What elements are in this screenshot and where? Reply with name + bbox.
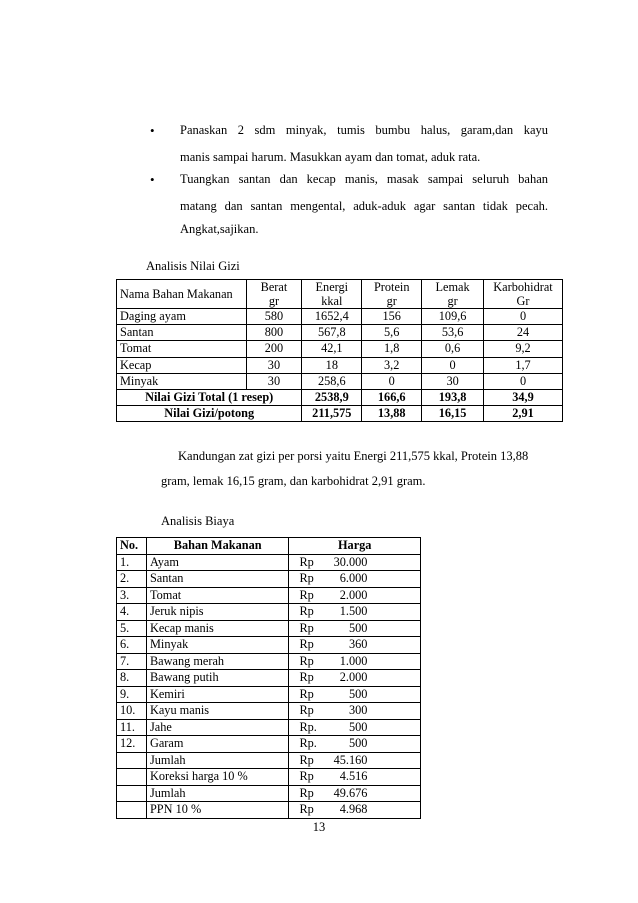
biaya-heading: Analisis Biaya: [161, 514, 235, 528]
currency-label: Rp: [299, 802, 314, 816]
cell-bahan: Minyak: [146, 637, 288, 654]
table-row: [117, 373, 563, 389]
header-bahan: Bahan Makanan: [146, 538, 288, 555]
cell-harga: [289, 752, 421, 769]
header-no: No.: [117, 538, 147, 555]
cell-no: [117, 752, 147, 769]
cell-no: 5.: [117, 620, 147, 637]
cell-bahan: PPN 10 %: [146, 802, 288, 819]
cell-bahan: Bawang putih: [146, 670, 288, 687]
bullet-2-continuation-2: Angkat,sajikan.: [180, 222, 259, 236]
cell-bahan: Koreksi harga 10 %: [146, 769, 288, 786]
bullet-symbol: •: [150, 172, 155, 187]
cell-no: 7.: [117, 653, 147, 670]
cell-karbohidrat: 1,7: [484, 357, 563, 373]
amount: 4.516: [339, 769, 368, 783]
cell-bahan: Tomat: [146, 587, 288, 604]
currency-label: Rp: [299, 554, 314, 569]
amount: 2.000: [339, 587, 368, 602]
cell-bahan: Santan: [146, 571, 288, 588]
cell-energi: 1652,4: [302, 309, 362, 325]
cell-no: 1.: [117, 554, 147, 571]
currency-label: Rp: [299, 604, 314, 618]
cell-harga: [289, 587, 421, 604]
cell-no: 3.: [117, 587, 147, 604]
cell-bahan: Kemiri: [146, 686, 288, 703]
total-protein: 166,6: [362, 390, 422, 406]
cell-karbohidrat: 0: [484, 373, 563, 389]
amount: 500: [348, 719, 368, 734]
per-portion-row: [117, 406, 563, 422]
cell-protein: 3,2: [362, 357, 422, 373]
total-karbohidrat: 34,9: [484, 390, 563, 406]
currency-label: Rp: [299, 670, 314, 684]
cell-energi: 567,8: [302, 325, 362, 341]
cell-protein: 1,8: [362, 341, 422, 357]
cell-berat: 30: [246, 357, 302, 373]
cell-berat: 200: [246, 341, 302, 357]
nutrition-header-row: [117, 280, 563, 309]
table-row: [117, 620, 421, 637]
cell-karbohidrat: 9,2: [484, 341, 563, 357]
amount: 1.500: [339, 604, 368, 618]
cell-bahan: Jumlah: [146, 752, 288, 769]
cell-harga: [289, 769, 421, 786]
cell-protein: 0: [362, 373, 422, 389]
total-row: [117, 390, 563, 406]
currency-label: Rp.: [299, 719, 317, 734]
table-row: [117, 587, 421, 604]
total-energi: 2538,9: [302, 390, 362, 406]
bullet-symbol: •: [150, 123, 155, 138]
bullet-item-1: [150, 123, 548, 141]
header-berat: Berat gr: [246, 280, 302, 309]
cell-no: 8.: [117, 670, 147, 687]
amount: 45.160: [333, 752, 368, 767]
cell-karbohidrat: 24: [484, 325, 563, 341]
page-number: 13: [312, 820, 326, 834]
cell-no: [117, 802, 147, 819]
cell-no: 6.: [117, 637, 147, 654]
cell-berat: 30: [246, 373, 302, 389]
cell-bahan: Bawang merah: [146, 653, 288, 670]
cell-energi: 258,6: [302, 373, 362, 389]
cell-lemak: 53,6: [422, 325, 484, 341]
header-energi: Energi kkal: [302, 280, 362, 309]
currency-label: Rp: [299, 587, 314, 602]
cell-harga: [289, 802, 421, 819]
cell-bahan: Daging ayam: [117, 309, 247, 325]
amount: 360: [348, 637, 368, 651]
cell-berat: 580: [246, 309, 302, 325]
cell-bahan: Kecap: [117, 357, 247, 373]
cell-harga: [289, 637, 421, 654]
cell-harga: [289, 736, 421, 753]
amount: 49.676: [333, 785, 368, 800]
table-row: [117, 703, 421, 720]
cell-harga: [289, 653, 421, 670]
cell-berat: 800: [246, 325, 302, 341]
currency-label: Rp: [299, 620, 314, 635]
total-lemak: 193,8: [422, 390, 484, 406]
currency-label: Rp: [299, 571, 314, 585]
table-row: [117, 325, 563, 341]
cell-no: 11.: [117, 719, 147, 736]
amount: 1.000: [339, 653, 368, 668]
amount: 300: [348, 703, 368, 717]
amount: 4.968: [339, 802, 368, 816]
cell-energi: 42,1: [302, 341, 362, 357]
header-lemak: Lemak gr: [422, 280, 484, 309]
amount: 500: [348, 686, 368, 701]
cell-bahan: Minyak: [117, 373, 247, 389]
bullet-item-2: [150, 172, 548, 190]
header-karbohidrat: Karbohidrat Gr: [484, 280, 563, 309]
cell-bahan: Kecap manis: [146, 620, 288, 637]
table-row: [117, 653, 421, 670]
currency-label: Rp: [299, 769, 314, 783]
header-harga: Harga: [289, 538, 421, 555]
bullet-2-line-1: Tuangkan santan dan kecap manis, masak sampai seluruh bahan: [180, 172, 548, 186]
table-row: [117, 554, 421, 571]
kandungan-line-1: Kandungan zat gizi per porsi yaitu Energi 211,575 kkal, Protein 13,88: [178, 449, 529, 463]
cell-bahan: Ayam: [146, 554, 288, 571]
gizi-heading: Analisis Nilai Gizi: [146, 259, 240, 273]
cell-lemak: 0,6: [422, 341, 484, 357]
bullet-1-continuation: manis sampai harum. Masukkan ayam dan tomat, aduk rata.: [180, 150, 481, 164]
cell-no: 4.: [117, 604, 147, 621]
portion-lemak: 16,15: [422, 406, 484, 422]
cost-header-row: [117, 538, 421, 555]
cell-no: [117, 769, 147, 786]
cell-bahan: Tomat: [117, 341, 247, 357]
amount: 30.000: [333, 554, 368, 569]
cell-no: 10.: [117, 703, 147, 720]
cell-karbohidrat: 0: [484, 309, 563, 325]
header-protein: Protein gr: [362, 280, 422, 309]
cell-no: 12.: [117, 736, 147, 753]
currency-label: Rp: [299, 686, 314, 701]
cell-bahan: Garam: [146, 736, 288, 753]
table-row: [117, 670, 421, 687]
cell-protein: 156: [362, 309, 422, 325]
table-row: [117, 357, 563, 373]
currency-label: Rp: [299, 637, 314, 651]
cell-bahan: Jeruk nipis: [146, 604, 288, 621]
table-row: [117, 802, 421, 819]
table-row: [117, 752, 421, 769]
cell-lemak: 109,6: [422, 309, 484, 325]
amount: 500: [348, 620, 368, 635]
currency-label: Rp.: [299, 736, 317, 750]
currency-label: Rp: [299, 703, 314, 717]
table-row: [117, 686, 421, 703]
header-nama: Nama Bahan Makanan: [117, 280, 247, 309]
cell-bahan: Kayu manis: [146, 703, 288, 720]
cell-harga: [289, 670, 421, 687]
table-row: [117, 309, 563, 325]
cell-lemak: 0: [422, 357, 484, 373]
bullet-1-line-1: Panaskan 2 sdm minyak, tumis bumbu halus, garam,dan kayu: [180, 123, 548, 137]
table-row: [117, 341, 563, 357]
cell-harga: [289, 620, 421, 637]
table-row: [117, 604, 421, 621]
cell-harga: [289, 719, 421, 736]
table-row: [117, 785, 421, 802]
amount: 6.000: [339, 571, 368, 585]
total-label: Nilai Gizi Total (1 resep): [117, 390, 302, 406]
cell-harga: [289, 554, 421, 571]
table-row: [117, 769, 421, 786]
cell-harga: [289, 703, 421, 720]
cell-lemak: 30: [422, 373, 484, 389]
cell-protein: 5,6: [362, 325, 422, 341]
portion-karbohidrat: 2,91: [484, 406, 563, 422]
cell-no: 2.: [117, 571, 147, 588]
cell-no: [117, 785, 147, 802]
portion-protein: 13,88: [362, 406, 422, 422]
bullet-2-continuation-1: matang dan santan mengental, aduk-aduk agar santan tidak pecah.: [180, 199, 548, 213]
table-row: [117, 571, 421, 588]
currency-label: Rp: [299, 752, 314, 767]
portion-energi: 211,575: [302, 406, 362, 422]
cost-table: [116, 537, 421, 819]
cell-harga: [289, 571, 421, 588]
currency-label: Rp: [299, 785, 314, 800]
kandungan-line-2: gram, lemak 16,15 gram, dan karbohidrat 2,91 gram.: [161, 474, 426, 488]
table-row: [117, 719, 421, 736]
amount: 500: [348, 736, 368, 750]
amount: 2.000: [339, 670, 368, 684]
cell-bahan: Santan: [117, 325, 247, 341]
cell-energi: 18: [302, 357, 362, 373]
cell-harga: [289, 785, 421, 802]
nutrition-table: [116, 279, 563, 422]
portion-label: Nilai Gizi/potong: [117, 406, 302, 422]
cell-harga: [289, 686, 421, 703]
currency-label: Rp: [299, 653, 314, 668]
table-row: [117, 736, 421, 753]
cell-no: 9.: [117, 686, 147, 703]
cell-bahan: Jumlah: [146, 785, 288, 802]
table-row: [117, 637, 421, 654]
cell-bahan: Jahe: [146, 719, 288, 736]
cell-harga: [289, 604, 421, 621]
